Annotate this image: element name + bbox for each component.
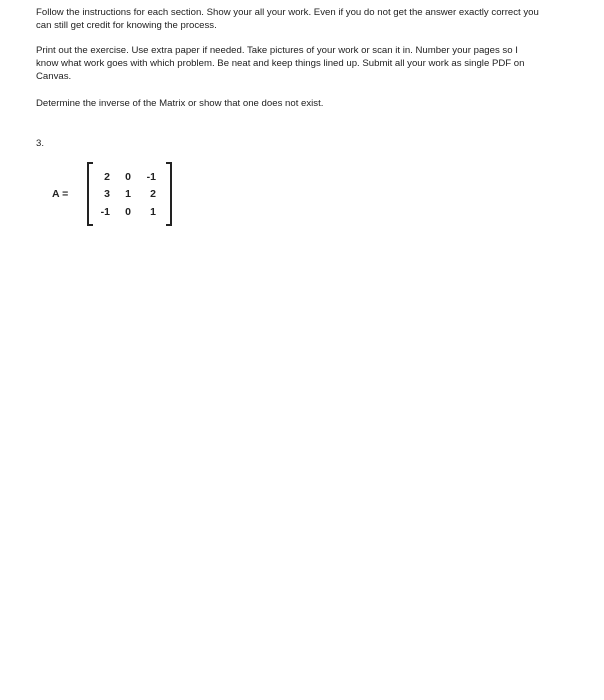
matrix-cell-r3-c2: 0 — [125, 206, 131, 218]
matrix-cell-r2-c1: 3 — [104, 188, 110, 200]
problem-number: 3. — [36, 138, 45, 149]
matrix-left-bracket — [87, 162, 93, 226]
matrix-cell-r2-c2: 1 — [125, 188, 131, 200]
matrix-cell-r1-c3: -1 — [146, 171, 156, 183]
matrix-label: A = — [52, 188, 69, 200]
instructions-paragraph-3: Determine the inverse of the Matrix or show that one does not exist. — [36, 98, 324, 109]
matrix-cell-r3-c1: -1 — [100, 206, 110, 218]
instructions-paragraph-1: Follow the instructions for each section. Show your all your work. Even if you do not get the answer exactly correct you can still get credit for knowing the process. — [36, 7, 539, 31]
matrix-cell-r1-c1: 2 — [104, 171, 110, 183]
matrix-cell-r3-c3: 1 — [150, 206, 156, 218]
instructions-paragraph-2: Print out the exercise. Use extra paper if needed. Take pictures of your work or scan it in. Number your pages so I know what work goes with which problem. Be neat and keep things lined up. Submit all your work as single PDF on Canvas. — [36, 45, 525, 82]
matrix-right-bracket — [166, 162, 172, 226]
matrix-cell-r2-c3: 2 — [150, 188, 156, 200]
matrix-cell-r1-c2: 0 — [125, 171, 131, 183]
